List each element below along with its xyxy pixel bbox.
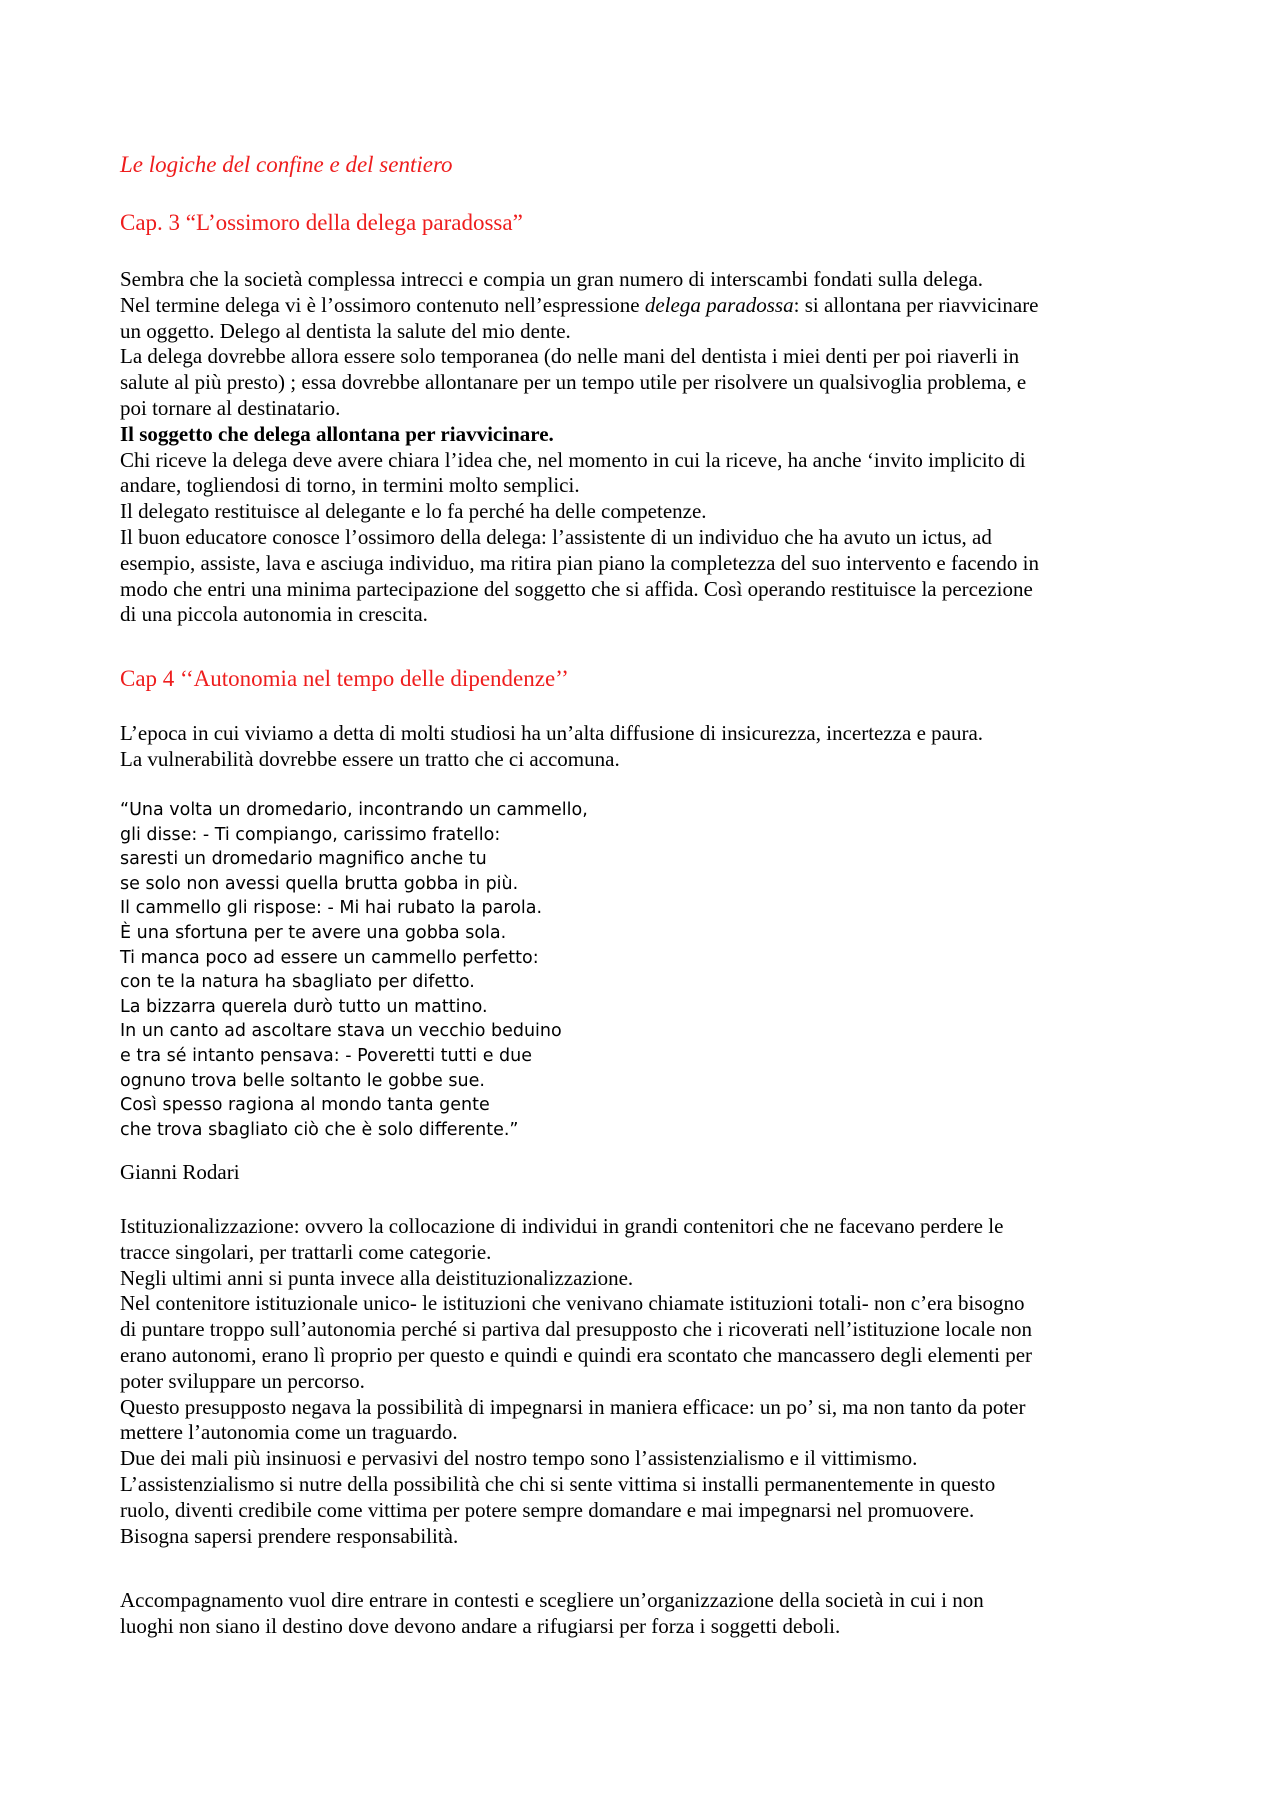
poem	[120, 798, 588, 1142]
poem-line: La bizzarra querela durò tutto un mattino.	[120, 996, 488, 1017]
text-line: modo che entri una minima partecipazione del soggetto che si affida. Così operando restituisce la percezione	[120, 576, 1033, 601]
chapter-4-heading: Cap 4 ‘‘Autonomia nel tempo delle dipendenze’’	[120, 666, 569, 691]
text-line: Accompagnamento vuol dire entrare in contesti e scegliere un’organizzazione della società in cui i non	[120, 1588, 984, 1612]
text-line: tracce singolari, per trattarli come categorie.	[120, 1239, 492, 1264]
text-line: L’assistenzialismo si nutre della possibilità che chi si sente vittima si installi permanentemente in questo	[120, 1471, 996, 1496]
chapter-4-body	[120, 1214, 1032, 1549]
poem-line: In un canto ad ascoltare stava un vecchio beduino	[120, 1021, 562, 1042]
text-line: poter sviluppare un percorso.	[120, 1368, 365, 1393]
chapter-3-heading: Cap. 3 “L’ossimoro della delega paradossa”	[120, 210, 523, 235]
text-line: salute al più presto) ; essa dovrebbe allontanare per un tempo utile per risolvere un qualsivoglia problema, e	[120, 370, 1027, 395]
text-line: Il buon educatore conosce l’ossimoro della delega: l’assistente di un individuo che ha avuto un ictus, ad	[120, 524, 992, 549]
text-line: erano autonomi, erano lì proprio per questo e quindi e quindi era scontato che mancassero degli elementi per	[120, 1342, 1033, 1367]
text-line: La delega dovrebbe allora essere solo temporanea (do nelle mani del dentista i miei denti per poi riaverli in	[120, 344, 1020, 369]
text-line: ruolo, diventi credibile come vittima per potere sempre domandare e mai impegnarsi nel promuovere.	[120, 1497, 975, 1522]
text-line: Chi riceve la delega deve avere chiara l’idea che, nel momento in cui la riceve, ha anche ‘invito implicito di	[120, 447, 1026, 472]
closing-paragraph	[120, 1588, 984, 1640]
document-title: Le logiche del confine e del sentiero	[120, 152, 453, 177]
poem-line: Così spesso ragiona al mondo tanta gente	[120, 1095, 490, 1116]
text-line: Sembra che la società complessa intrecci e compia un gran numero di interscambi fondati sulla delega.	[120, 267, 984, 291]
chapter-3-body	[120, 267, 1039, 628]
poem-line: “Una volta un dromedario, incontrando un cammello,	[120, 800, 588, 820]
text-line: L’epoca in cui viviamo a detta di molti studiosi ha un’alta diffusione di insicurezza, incertezza e paura.	[120, 721, 984, 745]
text-line: Il delegato restituisce al delegante e lo fa perché ha delle competenze.	[120, 499, 707, 524]
text-line: Istituzionalizzazione: ovvero la collocazione di individui in grandi contenitori che ne facevano perdere le	[120, 1214, 1004, 1238]
poem-line: ognuno trova belle soltanto le gobbe sue.	[120, 1070, 485, 1091]
poem-line: con te la natura ha sbagliato per difetto.	[120, 972, 475, 993]
emphasis-text: delega paradossa	[644, 292, 794, 317]
text-line: poi tornare al destinatario.	[120, 395, 341, 420]
text-line: di una piccola autonomia in crescita.	[120, 602, 428, 627]
poem-line: che trova sbagliato ciò che è solo differente.”	[120, 1119, 519, 1140]
chapter-4-intro	[120, 721, 983, 773]
text-line: La vulnerabilità dovrebbe essere un tratto che ci accomuna.	[120, 746, 620, 771]
poem-line: Il cammello gli rispose: - Mi hai rubato la parola.	[120, 898, 543, 919]
text-line: Negli ultimi anni si punta invece alla deistituzionalizzazione.	[120, 1265, 634, 1290]
text-line: Questo presupposto negava la possibilità di impegnarsi in maniera efficace: un po’ si, ma non tanto da poter	[120, 1394, 1026, 1419]
poem-line: gli disse: - Ti compiango, carissimo fratello:	[120, 824, 501, 845]
poem-author: Gianni Rodari	[120, 1160, 240, 1184]
text-line: Due dei mali più insinuosi e pervasivi del nostro tempo sono l’assistenzialismo e il vittimismo.	[120, 1446, 918, 1471]
poem-line: saresti un dromedario magnifico anche tu	[120, 849, 487, 870]
poem-line: È una sfortuna per te avere una gobba sola.	[120, 922, 507, 943]
text-line: Bisogna sapersi prendere responsabilità.	[120, 1523, 459, 1548]
text-line: un oggetto. Delego al dentista la salute del mio dente.	[120, 318, 571, 343]
text-line: mettere l’autonomia come un traguardo.	[120, 1420, 458, 1445]
text-line: Nel contenitore istituzionale unico- le istituzioni che venivano chiamate istituzioni totali- non c’era bisogno	[120, 1291, 1025, 1316]
text-line: esempio, assiste, lava e asciuga individuo, ma ritira pian piano la completezza del suo intervento e facendo in	[120, 550, 1040, 575]
text-line: andare, togliendosi di torno, in termini molto semplici.	[120, 473, 580, 498]
text-line: luoghi non siano il destino dove devono andare a rifugiarsi per forza i soggetti deboli.	[120, 1613, 841, 1638]
poem-line: e tra sé intanto pensava: - Poveretti tutti e due	[120, 1045, 532, 1066]
bold-statement: Il soggetto che delega allontana per riavvicinare.	[120, 421, 554, 446]
text-line: di puntare troppo sull’autonomia perché si partiva dal presupposto che i ricoverati nell’istituzione locale non	[120, 1317, 1033, 1342]
poem-line: se solo non avessi quella brutta gobba in più.	[120, 873, 519, 894]
text-line: Nel termine delega vi è l’ossimoro contenuto nell’espressione delega paradossa: si allontana per riavvicinare	[120, 292, 1039, 317]
poem-line: Ti manca poco ad essere un cammello perfetto:	[120, 947, 539, 968]
